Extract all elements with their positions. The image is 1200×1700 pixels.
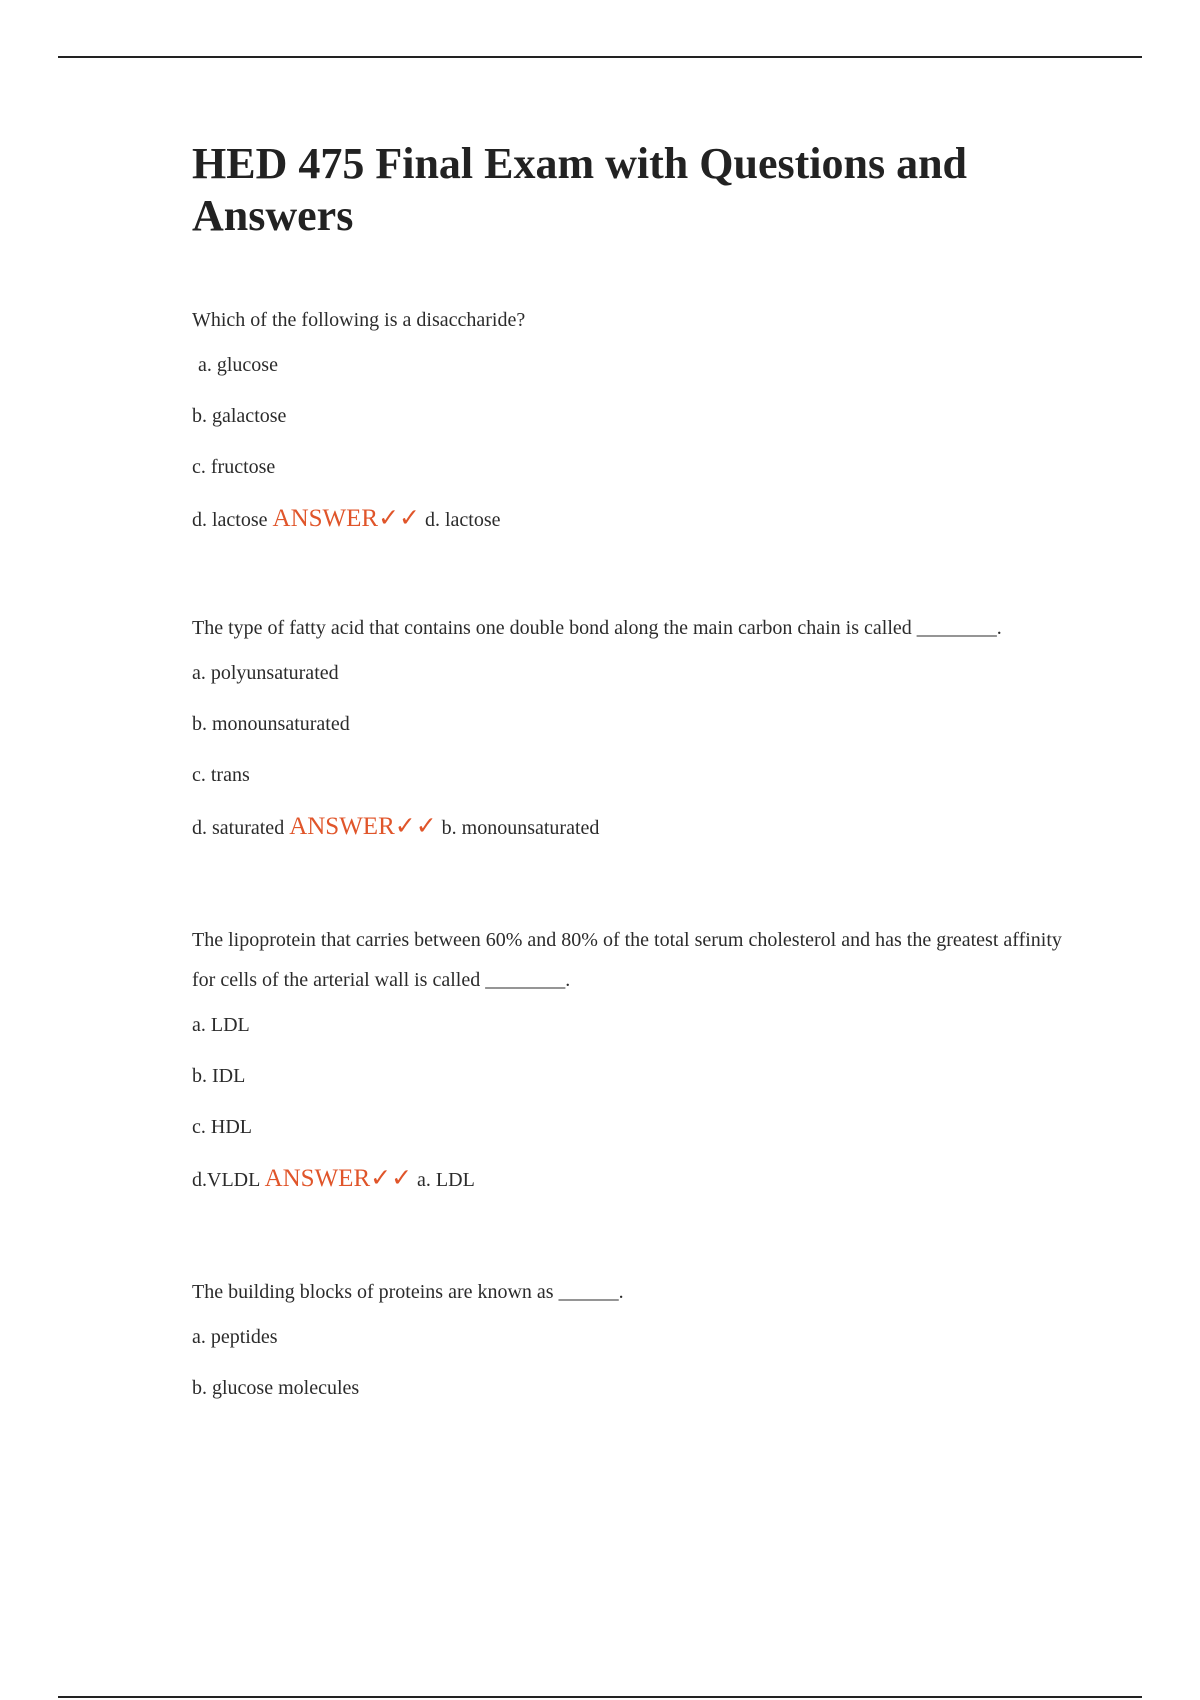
- option-c: c. HDL: [192, 1116, 252, 1138]
- question-text: Which of the following is a disaccharide?: [192, 309, 526, 331]
- option-a: a. LDL: [192, 1014, 250, 1036]
- answer-value: d. lactose: [424, 509, 501, 531]
- option-b: b. galactose: [192, 405, 287, 427]
- answer-label: ANSWER✓✓: [264, 1165, 413, 1192]
- option-d-with-answer: [192, 503, 1062, 536]
- question-text: The type of fatty acid that contains one double bond along the main carbon chain is called ________.: [192, 617, 1002, 639]
- question-4: [192, 1272, 1062, 1403]
- document-body: [192, 138, 1062, 1424]
- option-a: a. polyunsaturated: [192, 662, 339, 684]
- answer-label: ANSWER✓✓: [272, 505, 420, 532]
- answer-value: a. LDL: [417, 1169, 475, 1191]
- option-d: d. lactose: [192, 509, 268, 531]
- option-b: b. glucose molecules: [192, 1377, 360, 1399]
- question-1: [192, 300, 1062, 536]
- option-b: b. IDL: [192, 1065, 246, 1087]
- question-3: [192, 920, 1062, 1196]
- option-d-with-answer: [192, 1163, 1062, 1196]
- question-text: The building blocks of proteins are known as ______.: [192, 1281, 624, 1303]
- option-a: a. peptides: [192, 1326, 278, 1348]
- answer-label: ANSWER✓✓: [289, 813, 437, 840]
- document-title: HED 475 Final Exam with Questions and Answers: [192, 139, 968, 240]
- option-d: d. saturated: [192, 817, 285, 839]
- option-c: c. fructose: [192, 456, 276, 478]
- option-c: c. trans: [192, 764, 250, 786]
- top-rule: [58, 56, 1142, 58]
- question-text: The lipoprotein that carries between 60% and 80% of the total serum cholesterol and has the greatest affinity for cells of the arterial wall is called ________.: [192, 929, 1062, 991]
- bottom-rule: [58, 1696, 1142, 1698]
- option-d-with-answer: [192, 811, 1062, 844]
- option-a: a. glucose: [198, 354, 278, 376]
- answer-value: b. monounsaturated: [441, 817, 600, 839]
- question-2: [192, 608, 1062, 844]
- option-d: d.VLDL: [192, 1169, 260, 1191]
- option-b: b. monounsaturated: [192, 713, 350, 735]
